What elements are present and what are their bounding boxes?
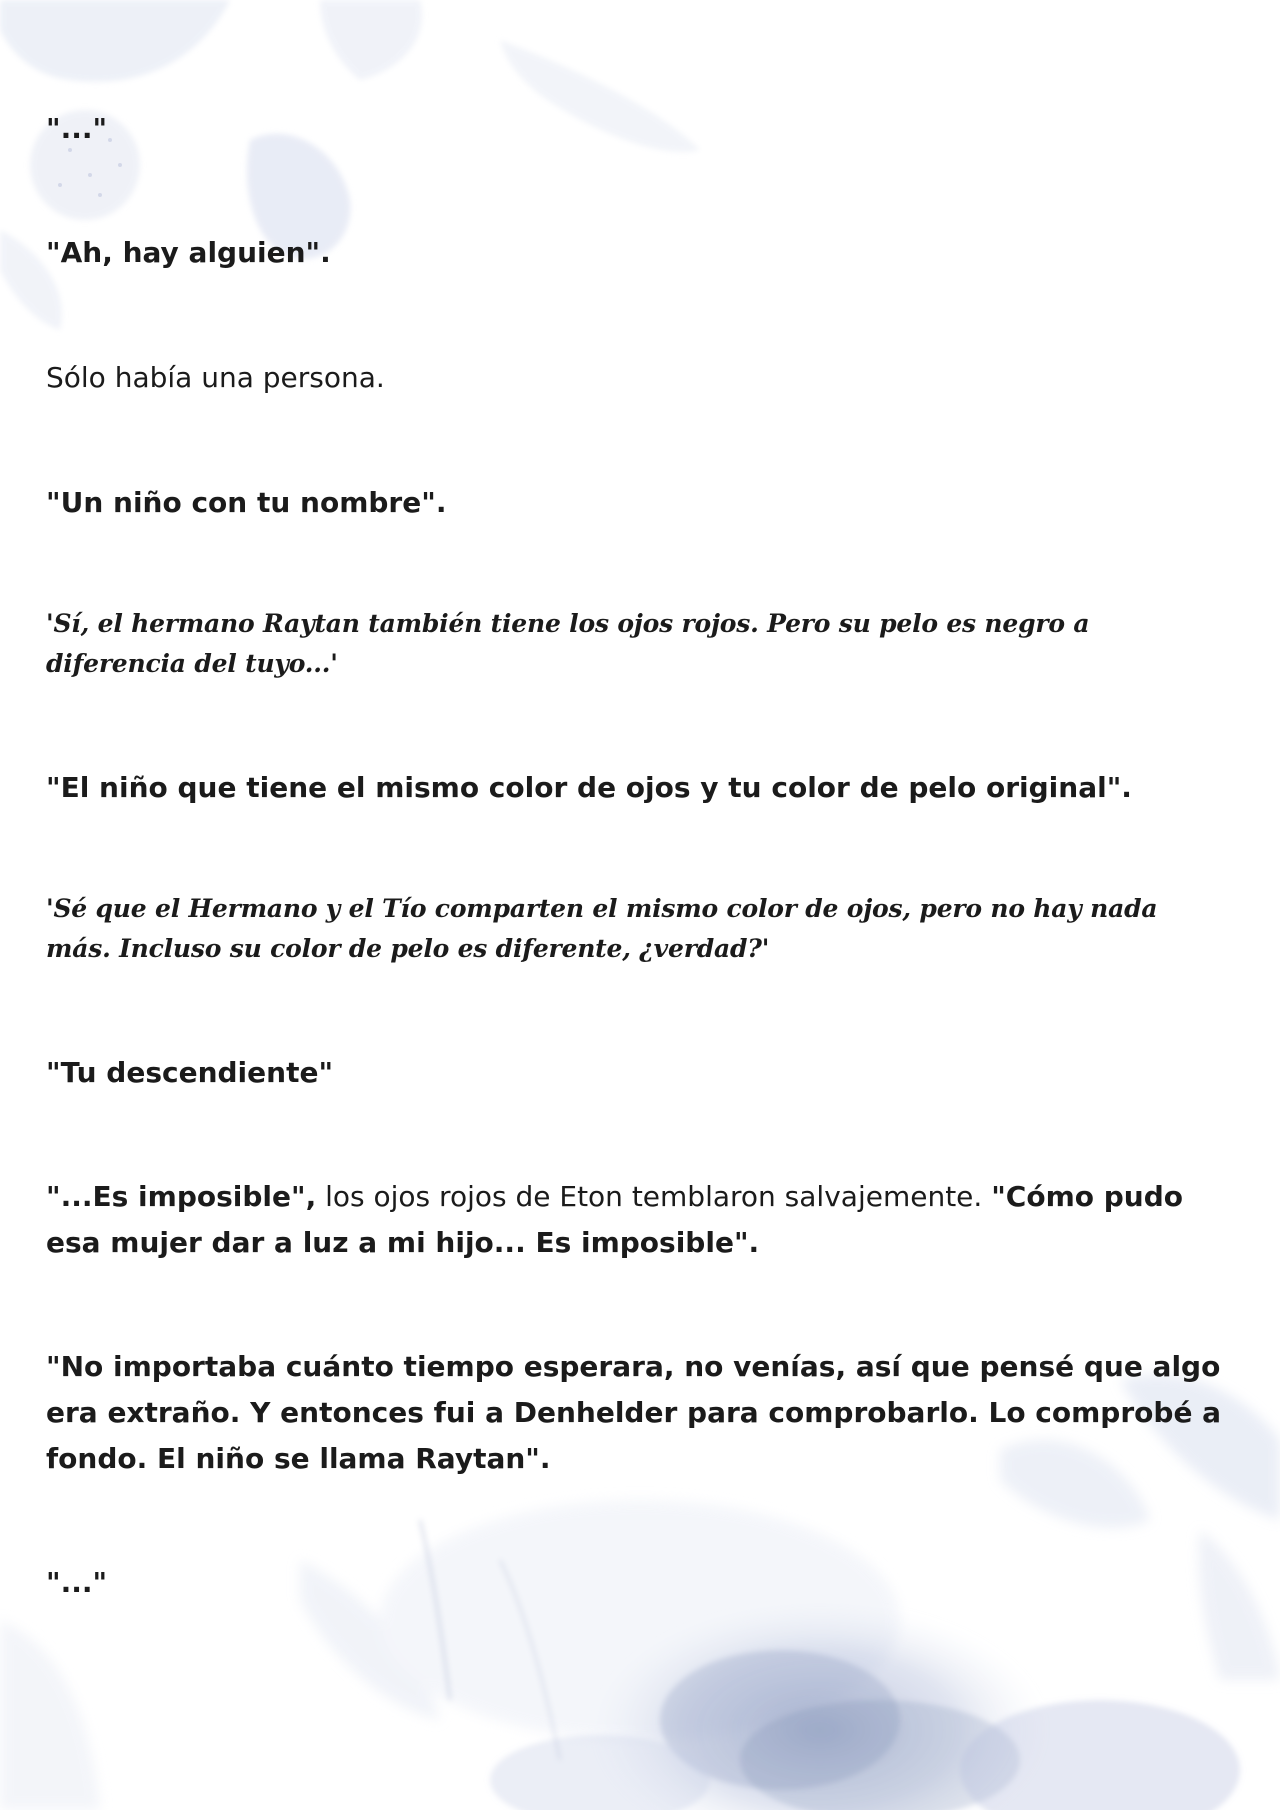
paragraph-mixed-imposible	[46, 1174, 1226, 1266]
paragraph-dialogue-color	[46, 765, 1226, 811]
dialogue-text: "..."	[46, 112, 108, 145]
thought-text: 'Sí, el hermano Raytan también tiene los ojos rojos. Pero su pelo es negro a diferencia del tuyo...'	[46, 609, 1090, 678]
dialogue-text: "Un niño con tu nombre".	[46, 486, 447, 519]
paragraph-dialogue-denhelder	[46, 1344, 1226, 1482]
paragraph-narration-persona	[46, 355, 1226, 401]
dialogue-text: "..."	[46, 1566, 108, 1599]
thought-text: 'Sé que el Hermano y el Tío comparten el mismo color de ojos, pero no hay nada más. Incluso su color de pelo es diferente, ¿verdad?'	[46, 894, 1158, 963]
paragraph-ellipsis-2	[46, 1560, 1226, 1606]
dialogue-text: "Ah, hay alguien".	[46, 236, 331, 269]
narration-text: Sólo había una persona.	[46, 361, 385, 394]
dialogue-text: "Tu descendiente"	[46, 1056, 334, 1089]
paragraph-dialogue-descendiente	[46, 1050, 1226, 1096]
paragraph-thought-hermano	[46, 889, 1226, 969]
paragraph-dialogue-nino	[46, 480, 1226, 526]
dialogue-text: "No importaba cuánto tiempo esperara, no venías, así que pensé que algo era extraño. Y entonces fui a Denhelder para comprobarlo. Lo comprobé a fondo. El niño se llama Raytan".	[46, 1350, 1222, 1475]
narration-text: los ojos rojos de Eton temblaron salvajemente.	[316, 1180, 992, 1213]
dialogue-text: "El niño que tiene el mismo color de ojos y tu color de pelo original".	[46, 771, 1132, 804]
paragraph-ellipsis-1	[46, 106, 1226, 152]
paragraph-dialogue-ah	[46, 230, 1226, 276]
paragraph-thought-raytan	[46, 604, 1226, 684]
dialogue-text: "Cómo pudo esa mujer dar a luz a mi hijo... Es imposible".	[46, 1180, 1183, 1259]
dialogue-text: "...Es imposible",	[46, 1180, 317, 1213]
